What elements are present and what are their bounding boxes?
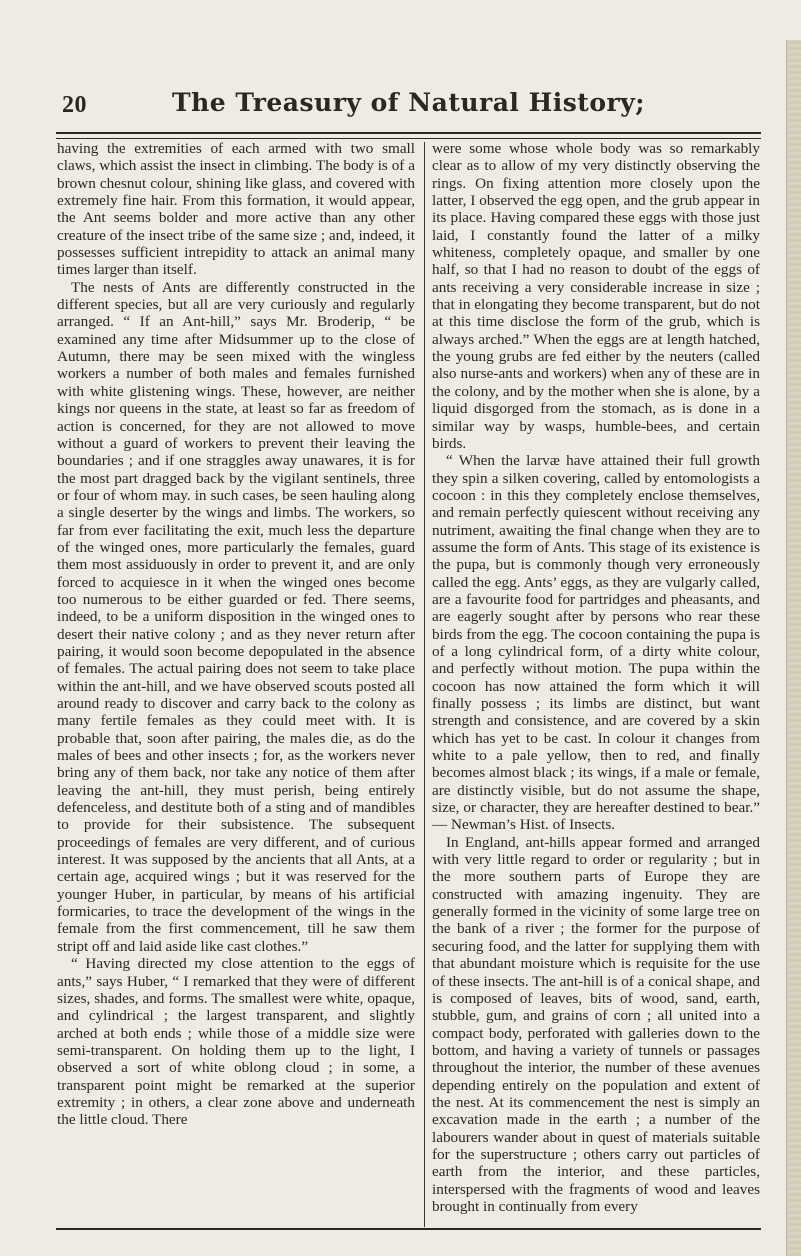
page-edge-shadow	[786, 40, 801, 1256]
paragraph: were some whose whole body was so remarkably clear as to allow of my very distinctly observing the rings. On fixing attention more closely upon the latter, I observed the egg open, and the grub appear in its place. Having compared these eggs with those just laid, I constantly found the latter of a milky whiteness, completely opaque, and smaller by one half, so that I had no reason to doubt of the eggs of ants receiving a very considerable increase in size ; that in elongating they become transparent, but do not at this time disclose the form of the grub, which is always arched.” When the eggs are at length hatched, the young grubs are fed either by the neuters (called also nurse-ants and workers) when any of these are in the colony, and by the mother when she is alone, by a liquid disgorged from the stomach, as is done in a similar way by wasps, humble-bees, and certain birds.	[432, 140, 760, 452]
paragraph: “ When the larvæ have attained their full growth they spin a silken covering, called by entomologists a cocoon : in this they completely enclose themselves, and remain perfectly quiescent without receiving any nutriment, awaiting the final change when they are to assume the form of Ants. This stage of its existence is the pupa, but is commonly though very erroneously called the egg. Ants’ eggs, as they are vulgarly called, are a favourite food for partridges and pheasants, and are eagerly sought after by persons who rear these birds from the egg. The cocoon containing the pupa is of a long cylindrical form, of a dirty white colour, and perfectly without motion. The pupa within the cocoon has now attained the form which it will finally possess ; its limbs are distinct, but want strength and consistence, and are covered by a skin which has yet to be cast. In colour it changes from white to a pale yellow, then to red, and finally becomes almost black ; its wings, if a male or female, are distinctly visible, but do not assume the shape, size, or character, they are hereafter destined to bear.” — Newman’s Hist. of Insects.	[432, 452, 760, 834]
header-rule	[56, 132, 761, 139]
page-number: 20	[62, 92, 87, 118]
paragraph: having the extremities of each armed with two small claws, which assist the insect in climbing. The body is of a brown chesnut colour, shining like glass, and covered with extremely fine hair. From this formation, it would appear, the Ant seems bolder and more active than any other creature of the insect tribe of the same size ; and, indeed, it possesses sufficient intrepidity to attack an animal many times larger than itself.	[57, 140, 415, 279]
right-column	[432, 140, 760, 1226]
paragraph: In England, ant-hills appear formed and arranged with very little regard to order or regularity ; but in the more southern parts of Europe they are constructed with amazing ingenuity. They are generally formed in the vicinity of some large tree on the bank of a river ; the former for the purpose of securing food, and the latter for supplying them with that abundant moisture which is requisite for the use of these insects. The ant-hill is of a conical shape, and is composed of leaves, bits of wood, sand, earth, stubble, gum, and grains of corn ; all united into a compact body, perforated with galleries down to the bottom, and having a variety of tunnels or passages throughout the interior, the number of these avenues depending entirely on the population and extent of the nest. At its commencement the nest is simply an excavation made in the earth ; a number of the labourers wander about in quest of materials suitable for the superstructure ; others carry out particles of earth from the interior, and these particles, interspersed with the fragments of wood and leaves brought in continually from every	[432, 833, 760, 1215]
page-header	[56, 88, 761, 134]
running-head: The Treasury of Natural History;	[172, 88, 645, 117]
column-divider	[424, 142, 425, 1227]
paragraph: “ Having directed my close attention to the eggs of ants,” says Huber, “ I remarked that they were of different sizes, shades, and forms. The smallest were white, opaque, and cylindrical ; the largest transparent, and slightly arched at both ends ; while those of a middle size were semi-transparent. On holding them up to the light, I observed a sort of white oblong cloud ; in some, a transparent point might be remarked at the superior extremity ; in others, a clear zone above and underneath the little cloud. There	[57, 955, 415, 1129]
paragraph: The nests of Ants are differently constructed in the different species, but all are very curiously and regularly arranged. “ If an Ant-hill,” says Mr. Broderip, “ be examined any time after Midsummer up to the close of Autumn, there may be seen mixed with the wingless workers a number of both males and females furnished with white glistening wings. These, however, are neither kings nor queens in the state, at least so far as freedom of action is concerned, for they are not allowed to move without a guard of workers to prevent their leaving the boundaries ; and if one straggles away unawares, it is for the most part dragged back by the vigilant sentinels, three or four of whom may. in such cases, be seen hauling along a single deserter by the wings and limbs. The workers, so far from ever facilitating the exit, much less the departure of the winged ones, more particularly the females, guard them most assiduously in order to prevent it, and are only forced to acquiesce in it when the winged ones become too numerous to be either guarded or fed. There seems, indeed, to be a uniform disposition in the winged ones to desert their native colony ; and as they never return after pairing, it would soon become depopulated in the absence of females. The actual pairing does not seem to take place within the ant-hill, and we have observed scouts posted all around ready to discover and carry back to the colony as many fertile females as they could meet with. It is probable that, soon after pairing, the males die, as do the males of bees and other insects ; for, as the workers never bring any of them back, nor take any notice of them after leaving the ant-hill, they must perish, being entirely defenceless, and destitute both of a sting and of mandibles to provide for their subsistence. The subsequent proceedings of females are very different, and of curious interest. It was supposed by the ancients that all Ants, at a certain age, acquired wings ; but it was reserved for the younger Huber, in particular, by means of his artificial formicaries, to trace the development of the wings in the female from the first commencement, till he saw them stript off and laid aside like cast clothes.”	[57, 278, 415, 955]
footer-rule	[56, 1228, 761, 1230]
left-column	[57, 140, 415, 1226]
